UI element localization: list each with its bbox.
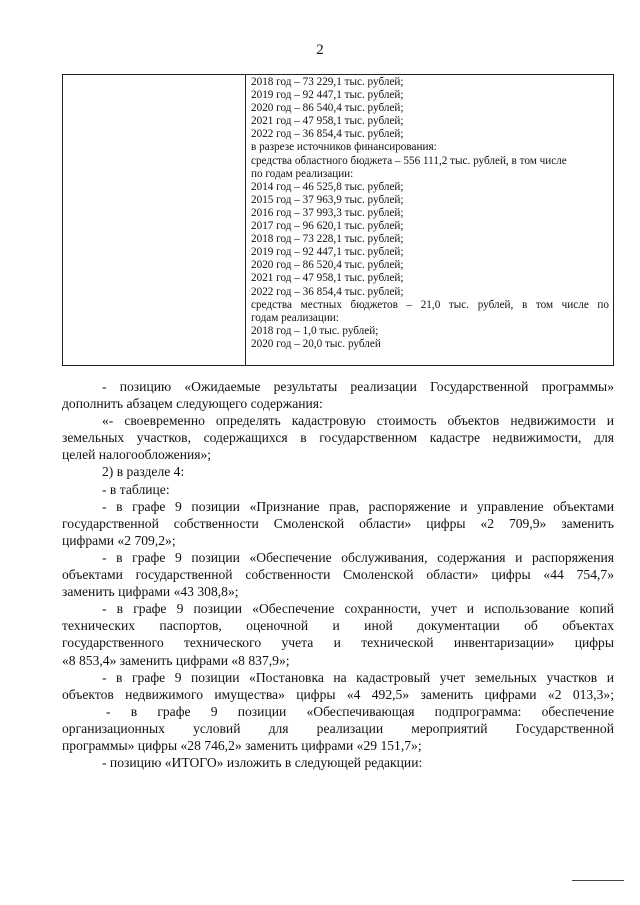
text-line: - позицию «Ожидаемые результаты реализации Государственной программы» bbox=[102, 379, 614, 394]
text-line: 2) в разделе 4: bbox=[102, 464, 185, 480]
text-line: дополнить абзацем следующего содержания: bbox=[62, 396, 323, 412]
text-line: государственного технического учета и технической инвентаризации» цифры bbox=[62, 635, 614, 651]
table-line: 2022 год – 36 854,4 тыс. рублей; bbox=[251, 128, 404, 141]
table-line: 2019 год – 92 447,1 тыс. рублей; bbox=[251, 89, 404, 102]
text-line: технических паспортов, оценочной и иной документации об объектах bbox=[62, 618, 614, 634]
table-line: 2018 год – 1,0 тыс. рублей; bbox=[251, 324, 379, 337]
text-line: - в таблице: bbox=[102, 481, 170, 497]
table-line: в разрезе источников финансирования: bbox=[251, 141, 437, 154]
text-line: - позицию «ИТОГО» изложить в следующей редакции: bbox=[102, 755, 423, 771]
text-line: программы» цифры «28 746,2» заменить цифрами «29 151,7»; bbox=[62, 737, 422, 753]
text-line: - в графе 9 позиции «Постановка на кадастровый учет земельных участков и bbox=[102, 669, 614, 685]
table-line: 2021 год – 47 958,1 тыс. рублей; bbox=[251, 115, 404, 128]
text-line: заменить цифрами «43 308,8»; bbox=[62, 584, 239, 600]
table-line: 2020 год – 86 540,4 тыс. рублей; bbox=[251, 102, 404, 115]
document-body bbox=[62, 378, 614, 771]
text-line: «8 853,4» заменить цифрами «8 837,9»; bbox=[62, 652, 290, 668]
table-line: 2015 год – 37 963,9 тыс. рублей; bbox=[251, 193, 404, 206]
text-line: государственной собственности Смоленской области» цифры «2 709,9» заменить bbox=[62, 515, 614, 531]
table-line: 2020 год – 86 520,4 тыс. рублей; bbox=[251, 259, 404, 272]
table-line: годам реализации: bbox=[251, 311, 339, 324]
text-line: «- своевременно определять кадастровую стоимость объектов недвижимости и bbox=[102, 413, 614, 429]
text-line: земельных участков, содержащихся в государственном кадастре недвижимости, для bbox=[62, 430, 614, 446]
table-line: 2016 год – 37 993,3 тыс. рублей; bbox=[251, 206, 404, 219]
table-line: 2018 год – 73 228,1 тыс. рублей; bbox=[251, 233, 404, 246]
text-line: - в графе 9 позиции «Признание прав, распоряжение и управление объектами bbox=[102, 498, 614, 514]
text-line: - в графе 9 позиции «Обеспечение сохранности, учет и использование копий bbox=[102, 601, 614, 617]
text-line: объектов недвижимого имущества» цифры «4 492,5» заменить цифрами «2 013,3»; bbox=[62, 686, 614, 702]
table-line: 2022 год – 36 854,4 тыс. рублей; bbox=[251, 285, 404, 298]
table-line: по годам реализации: bbox=[251, 167, 354, 180]
table-line: 2017 год – 96 620,1 тыс. рублей; bbox=[251, 220, 404, 233]
text-line: организационных условий для реализации мероприятий Государственной bbox=[62, 720, 614, 736]
table-line: 2019 год – 92 447,1 тыс. рублей; bbox=[251, 246, 404, 259]
text-line: - в графе 9 позиции «Обеспечение обслуживания, содержания и распоряжения bbox=[102, 549, 614, 565]
page-number: 2 bbox=[316, 42, 324, 58]
table-line: 2018 год – 73 229,1 тыс. рублей; bbox=[251, 76, 404, 88]
table-line: 2020 год – 20,0 тыс. рублей bbox=[251, 337, 381, 350]
table-line: средства местных бюджетов – 21,0 тыс. рублей, в том числе по bbox=[251, 298, 609, 311]
table-line: средства областного бюджета – 556 111,2 тыс. рублей, в том числе bbox=[251, 154, 567, 167]
table-line: 2021 год – 47 958,1 тыс. рублей; bbox=[251, 272, 404, 285]
text-line: целей налогообложения»; bbox=[62, 447, 212, 463]
table-cell-empty bbox=[63, 75, 246, 366]
financing-table bbox=[62, 74, 614, 366]
table-line: 2014 год – 46 525,8 тыс. рублей; bbox=[251, 180, 404, 193]
text-line: цифрами «2 709,2»; bbox=[62, 532, 176, 548]
text-line: - в графе 9 позиции «Обеспечивающая подпрограмма: обеспечение bbox=[106, 703, 614, 719]
table-cell-financing bbox=[246, 75, 614, 366]
table-row bbox=[63, 75, 614, 366]
footer-rule bbox=[572, 880, 624, 881]
text-line: объектами государственной собственности Смоленской области» цифры «44 754,7» bbox=[62, 567, 614, 583]
